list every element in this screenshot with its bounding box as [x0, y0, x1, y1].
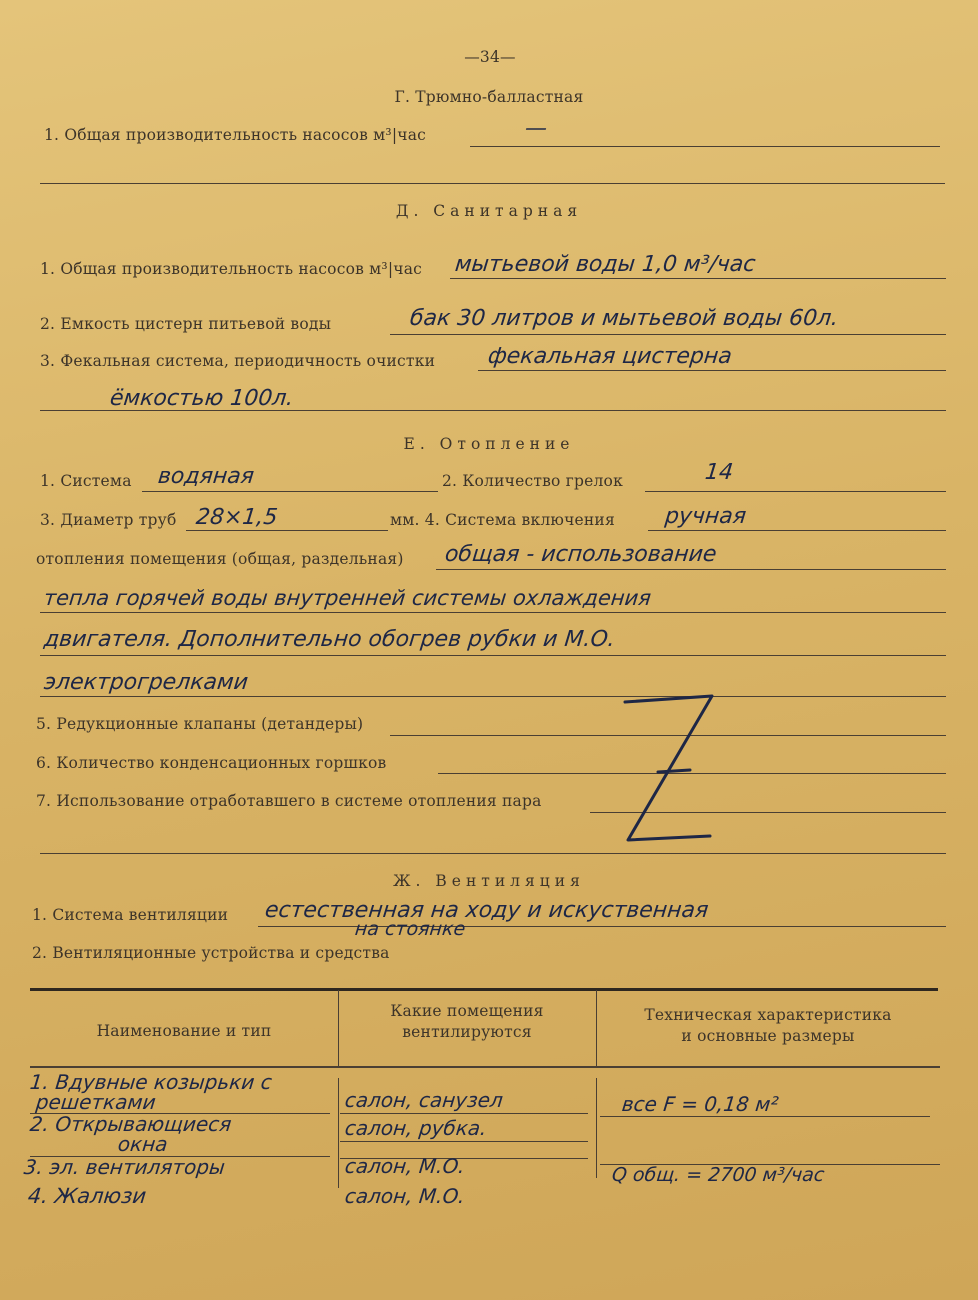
section-d-item1-value: мытьевой воды 1,0 м³/час [453, 252, 757, 277]
section-e-item4-value-4: электрогрелками [42, 670, 250, 695]
section-e-item5-label: 5. Редукционные клапаны (детандеры) [36, 715, 364, 733]
field-line [450, 278, 946, 279]
table-header-name: Наименование и тип [96, 1022, 272, 1040]
field-line [645, 491, 946, 492]
section-e-title: Е. Отопление [403, 435, 575, 453]
section-d-item1-label: 1. Общая производительность насосов м³|час [40, 260, 423, 278]
field-line [436, 569, 946, 570]
row-1-name-1: 1. Вдувные козырьки с [28, 1070, 274, 1094]
row-1-rooms: салон, санузел [343, 1088, 505, 1112]
section-zh-title: Ж. Вентиляция [393, 872, 585, 890]
field-line [390, 334, 946, 335]
section-zh-item1-value-1: естественная на ходу и искуственная [263, 898, 710, 923]
row-2-rooms: салон, рубка. [343, 1116, 488, 1140]
table-column-divider [338, 1078, 339, 1188]
section-e-item1-value: водяная [156, 464, 256, 489]
section-d-item3-label: 3. Фекальная система, периодичность очистки [40, 352, 436, 370]
section-d-item3-value-2: ёмкостью 100л. [108, 386, 295, 411]
table-row-line [600, 1116, 930, 1117]
table-header-spec-2: и основные размеры [681, 1027, 855, 1045]
table-header-rooms-1: Какие помещения [390, 1002, 544, 1020]
field-line [186, 530, 388, 531]
row-1-spec: все F = 0,18 м² [620, 1092, 780, 1116]
section-e-item3-value: 28×1,5 [194, 505, 279, 530]
row-2-name-2: окна [116, 1132, 169, 1156]
row-1-name-2: решетками [34, 1090, 157, 1114]
row-3-name-1: 3. эл. вентиляторы [22, 1155, 227, 1179]
field-line [40, 612, 946, 613]
table-header-spec-1: Техническая характеристика [644, 1006, 892, 1024]
section-zh-item1-label: 1. Система вентиляции [32, 906, 229, 924]
row-4-rooms: салон, М.О. [343, 1184, 467, 1208]
row-3-rooms: салон, М.О. [343, 1154, 467, 1178]
section-g-title: Г. Трюмно-балластная [394, 88, 584, 106]
page-number: —34— [464, 48, 516, 66]
section-e-item4-label-2: отопления помещения (общая, раздельная) [36, 550, 404, 568]
section-e-item4-value-1: общая - использование [443, 542, 718, 567]
section-e-item2-label: 2. Количество грелок [442, 472, 623, 490]
field-line [40, 183, 945, 184]
table-top-border [30, 988, 938, 991]
section-e-item3-unit: мм. 4. Система включения [390, 511, 615, 529]
section-g-item1-value: — [523, 116, 549, 141]
section-g-item1-label: 1. Общая производительность насосов м³|час [44, 126, 427, 144]
row-2-name-1: 2. Открывающиеся [28, 1112, 233, 1136]
table-row-line [340, 1113, 588, 1114]
field-line [470, 146, 940, 147]
section-d-item2-label: 2. Емкость цистерн питьевой воды [40, 315, 332, 333]
section-zh-item1-value-2: на стоянке [353, 918, 467, 940]
section-e-item4-value-3: двигателя. Дополнительно обогрев рубки и М.О. [42, 627, 617, 652]
table-header-border [30, 1066, 940, 1068]
section-e-item6-label: 6. Количество конденсационных горшков [36, 754, 387, 772]
section-e-item3-label: 3. Диаметр труб [40, 511, 177, 529]
field-line [142, 491, 438, 492]
field-line [648, 530, 946, 531]
section-d-title: Д. Санитарная [395, 202, 583, 220]
field-line [40, 655, 946, 656]
row-3-spec: Q общ. = 2700 м³/час [610, 1164, 826, 1186]
field-line [478, 370, 946, 371]
field-line [40, 853, 946, 854]
table-row-line [340, 1141, 588, 1142]
strike-through-mark [600, 690, 720, 860]
section-d-item3-value-1: фекальная цистерна [486, 344, 734, 369]
section-e-item4-value-2: тепла горячей воды внутренней системы охлаждения [42, 586, 653, 610]
field-line [40, 696, 946, 697]
section-e-item4-value: ручная [663, 504, 748, 529]
section-e-item1-label: 1. Система [40, 472, 132, 490]
row-4-name-1: 4. Жалюзи [26, 1184, 148, 1208]
section-e-item7-label: 7. Использование отработавшего в системе отопления пара [36, 792, 542, 810]
table-header-rooms-2: вентилируются [402, 1023, 532, 1041]
section-e-item2-value: 14 [703, 460, 735, 485]
section-d-item2-value: бак 30 литров и мытьевой воды 60л. [408, 306, 840, 331]
section-zh-item2-label: 2. Вентиляционные устройства и средства [32, 944, 390, 962]
table-column-divider [596, 1078, 597, 1178]
